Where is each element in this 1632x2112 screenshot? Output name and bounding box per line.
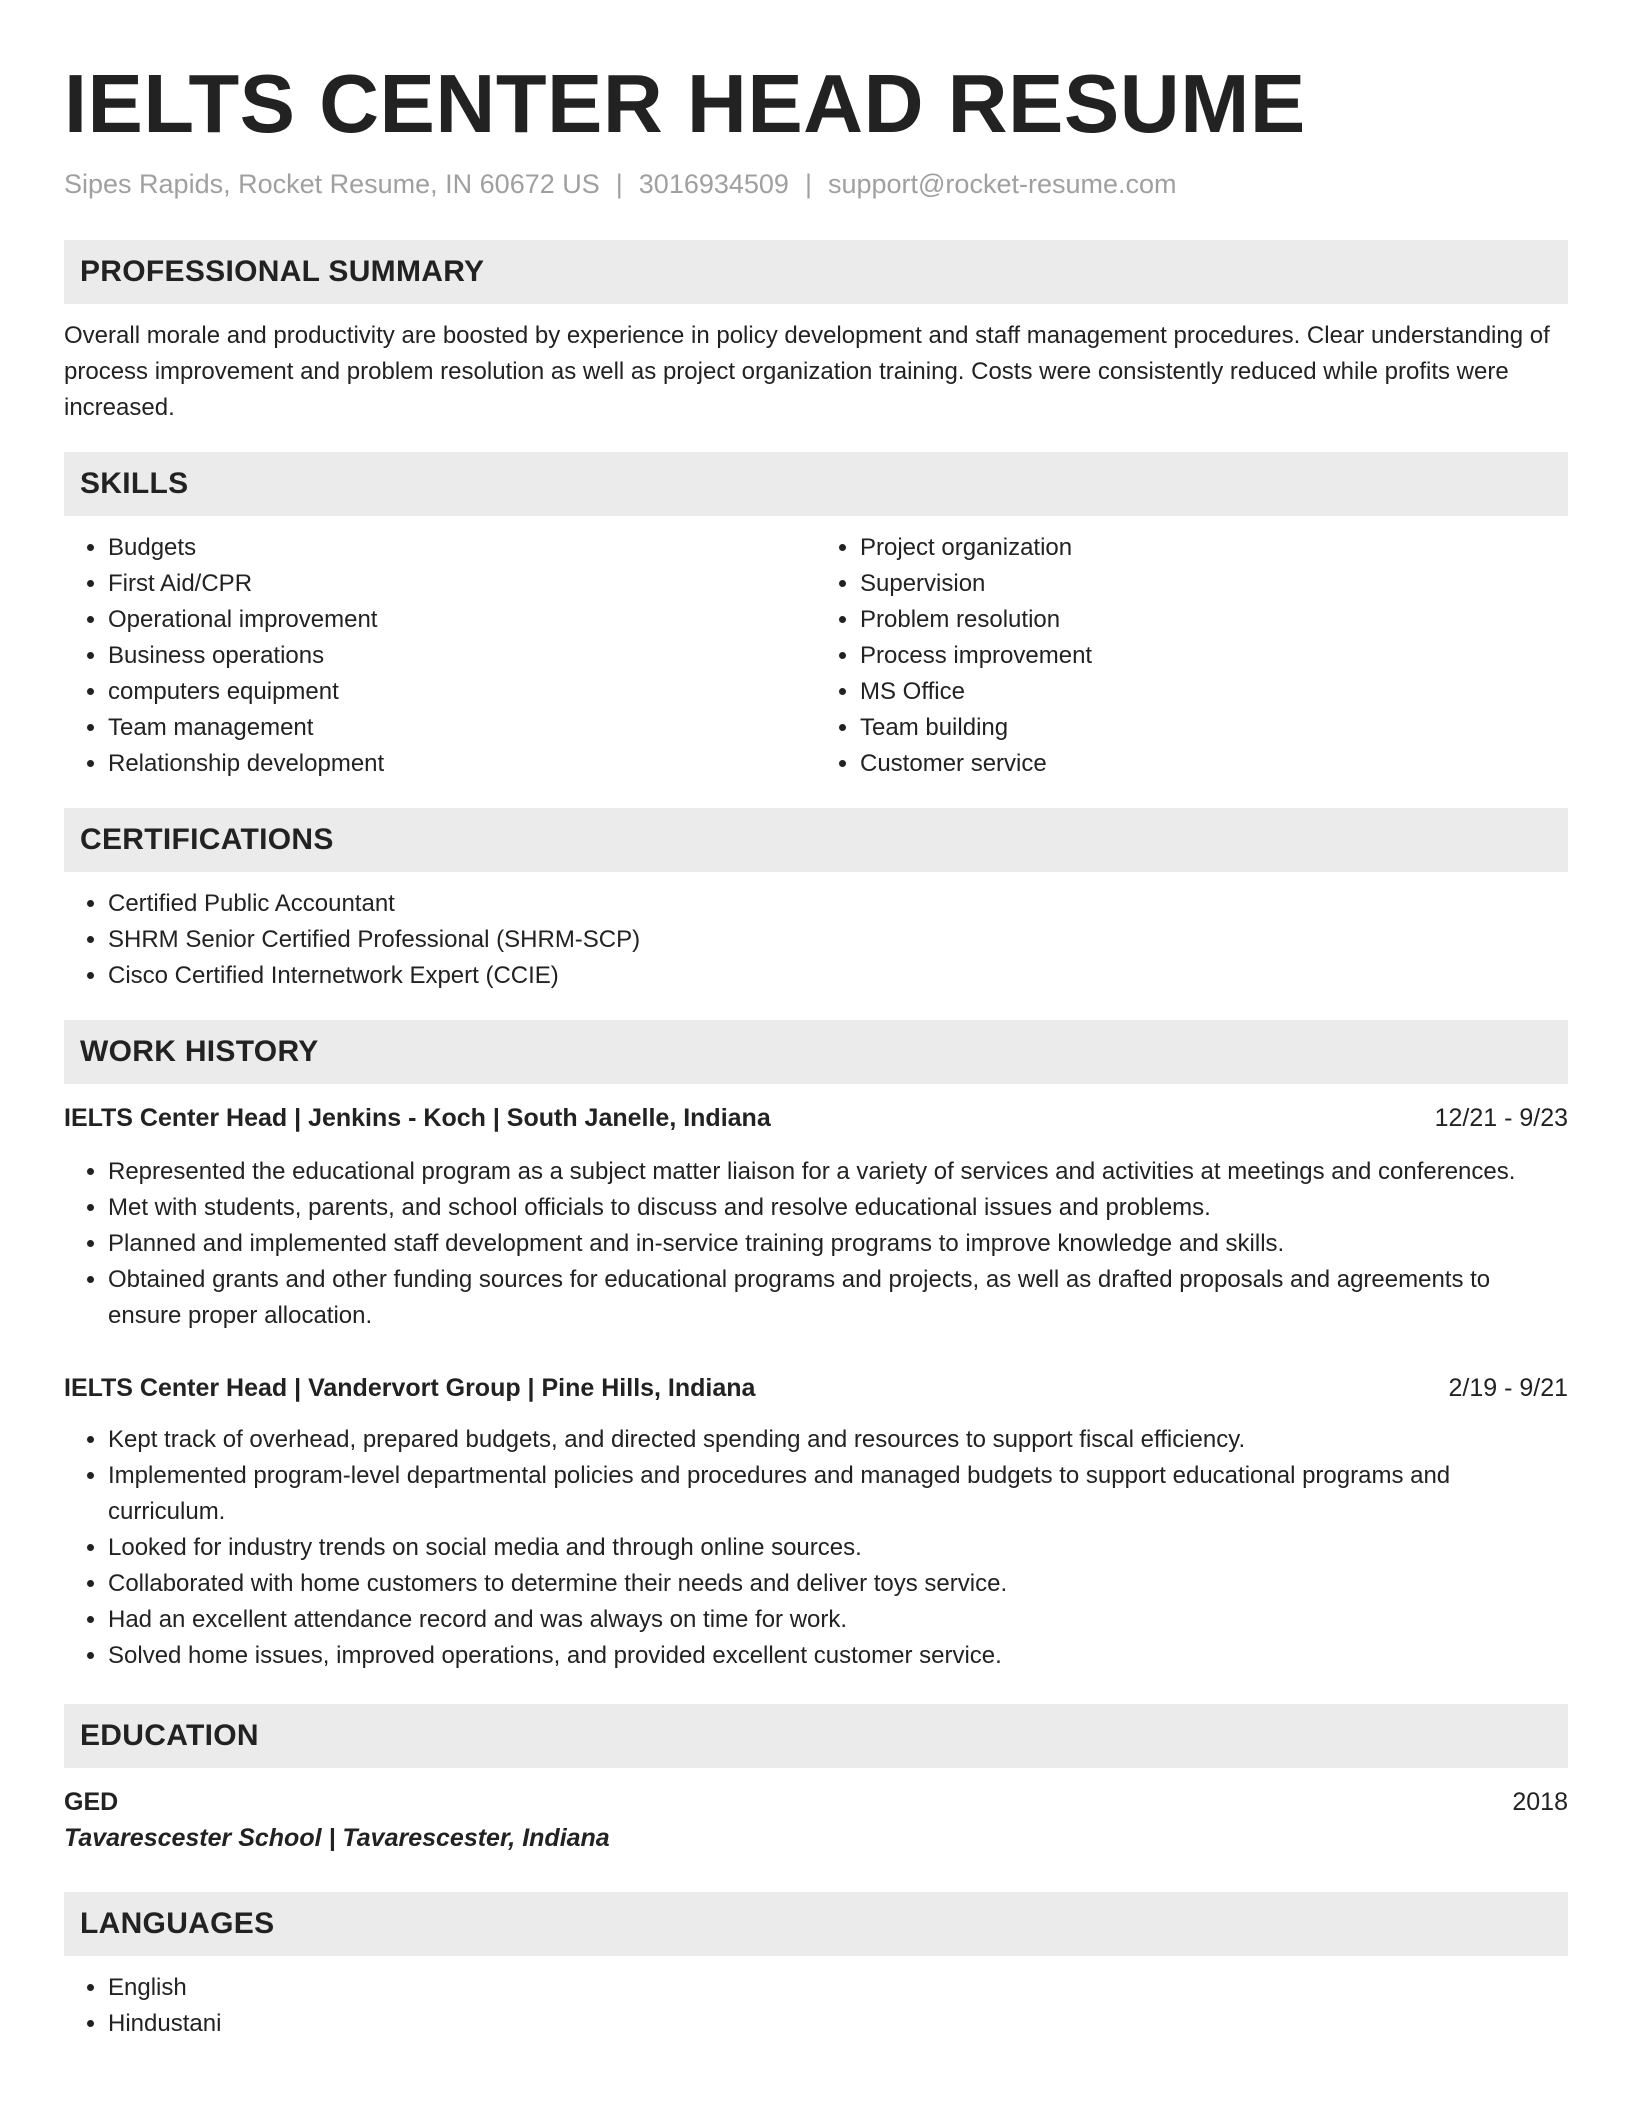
job-bullet: • Implemented program-level departmental policies and procedures and managed budgets to support educational programs and curriculum. bbox=[108, 1458, 1568, 1530]
job-bullet: • Had an excellent attendance record and was always on time for work. bbox=[108, 1602, 1568, 1638]
skill-item: • Operational improvement bbox=[108, 602, 816, 638]
education-entry bbox=[64, 1784, 1568, 1856]
job-bullet: • Looked for industry trends on social media and through online sources. bbox=[108, 1530, 1568, 1566]
education-degree: GED bbox=[64, 1788, 119, 1816]
skill-item: • MS Office bbox=[860, 674, 1568, 710]
certification-item: • Cisco Certified Internetwork Expert (CCIE) bbox=[108, 958, 1568, 994]
skill-item: • Relationship development bbox=[108, 746, 816, 782]
job-header bbox=[64, 1370, 1568, 1406]
job-bullet: • Represented the educational program as a subject matter liaison for a variety of services and activities at meetings and conferences. bbox=[108, 1154, 1568, 1190]
certifications-list bbox=[64, 886, 1568, 994]
job-bullet: • Solved home issues, improved operations, and provided excellent customer service. bbox=[108, 1638, 1568, 1674]
job-entry bbox=[64, 1100, 1568, 1334]
job-bullet: • Planned and implemented staff development and in-service training programs to improve knowledge and skills. bbox=[108, 1226, 1568, 1262]
resume-page bbox=[64, 0, 1568, 2042]
contact-email: support@rocket-resume.com bbox=[827, 169, 1177, 199]
skill-item: • Team management bbox=[108, 710, 816, 746]
skill-item: • Problem resolution bbox=[860, 602, 1568, 638]
job-dates: 12/21 - 9/23 bbox=[1434, 1104, 1568, 1132]
certification-item: • SHRM Senior Certified Professional (SHRM-SCP) bbox=[108, 922, 1568, 958]
section-header-certifications: CERTIFICATIONS bbox=[64, 808, 1568, 872]
language-item: • English bbox=[108, 1970, 1568, 2006]
section-header-education: EDUCATION bbox=[64, 1704, 1568, 1768]
section-header-work-history: WORK HISTORY bbox=[64, 1020, 1568, 1084]
section-header-skills: SKILLS bbox=[64, 452, 1568, 516]
contact-separator: | bbox=[615, 169, 623, 199]
skill-item: • Team building bbox=[860, 710, 1568, 746]
skill-item: • Process improvement bbox=[860, 638, 1568, 674]
skill-item: • Customer service bbox=[860, 746, 1568, 782]
education-header bbox=[64, 1784, 1568, 1820]
job-title: IELTS Center Head | Vandervort Group | Pine Hills, Indiana bbox=[64, 1374, 756, 1402]
skill-item: • Budgets bbox=[108, 530, 816, 566]
job-bullet: • Kept track of overhead, prepared budgets, and directed spending and resources to support fiscal efficiency. bbox=[108, 1422, 1568, 1458]
skill-item: • Supervision bbox=[860, 566, 1568, 602]
section-header-summary: PROFESSIONAL SUMMARY bbox=[64, 240, 1568, 304]
resume-title: IELTS CENTER HEAD RESUME bbox=[64, 57, 1306, 150]
languages-list bbox=[64, 1970, 1568, 2042]
skills-list-right bbox=[816, 530, 1568, 782]
skills-grid bbox=[64, 530, 1568, 782]
education-school: Tavarescester School | Tavarescester, Indiana bbox=[64, 1824, 610, 1852]
job-title: IELTS Center Head | Jenkins - Koch | South Janelle, Indiana bbox=[64, 1104, 771, 1132]
contact-phone: 3016934509 bbox=[638, 169, 789, 199]
contact-address: Sipes Rapids, Rocket Resume, IN 60672 US bbox=[64, 169, 600, 199]
skill-item: • First Aid/CPR bbox=[108, 566, 816, 602]
language-item: • Hindustani bbox=[108, 2006, 1568, 2042]
summary-text: Overall morale and productivity are boosted by experience in policy development and staff management procedures. Clear understanding of process improvement and problem resolution as well as project organization training. Costs were consistently reduced while profits were increased. bbox=[64, 322, 1550, 421]
section-header-languages: LANGUAGES bbox=[64, 1892, 1568, 1956]
certification-item: • Certified Public Accountant bbox=[108, 886, 1568, 922]
job-bullet: • Met with students, parents, and school officials to discuss and resolve educational issues and problems. bbox=[108, 1190, 1568, 1226]
job-bullet: • Collaborated with home customers to determine their needs and deliver toys service. bbox=[108, 1566, 1568, 1602]
skill-item: • Project organization bbox=[860, 530, 1568, 566]
job-header bbox=[64, 1100, 1568, 1136]
skill-item: • computers equipment bbox=[108, 674, 816, 710]
job-entry bbox=[64, 1370, 1568, 1674]
job-dates: 2/19 - 9/21 bbox=[1448, 1374, 1568, 1402]
contact-separator: | bbox=[804, 169, 812, 199]
skill-item: • Business operations bbox=[108, 638, 816, 674]
skills-list-left bbox=[64, 530, 816, 782]
contact-line bbox=[64, 166, 1568, 202]
job-bullets bbox=[64, 1154, 1568, 1334]
job-bullet: • Obtained grants and other funding sources for educational programs and projects, as well as drafted proposals and agreements to ensure proper allocation. bbox=[108, 1262, 1568, 1334]
education-year: 2018 bbox=[1512, 1788, 1568, 1816]
job-bullets bbox=[64, 1422, 1568, 1674]
